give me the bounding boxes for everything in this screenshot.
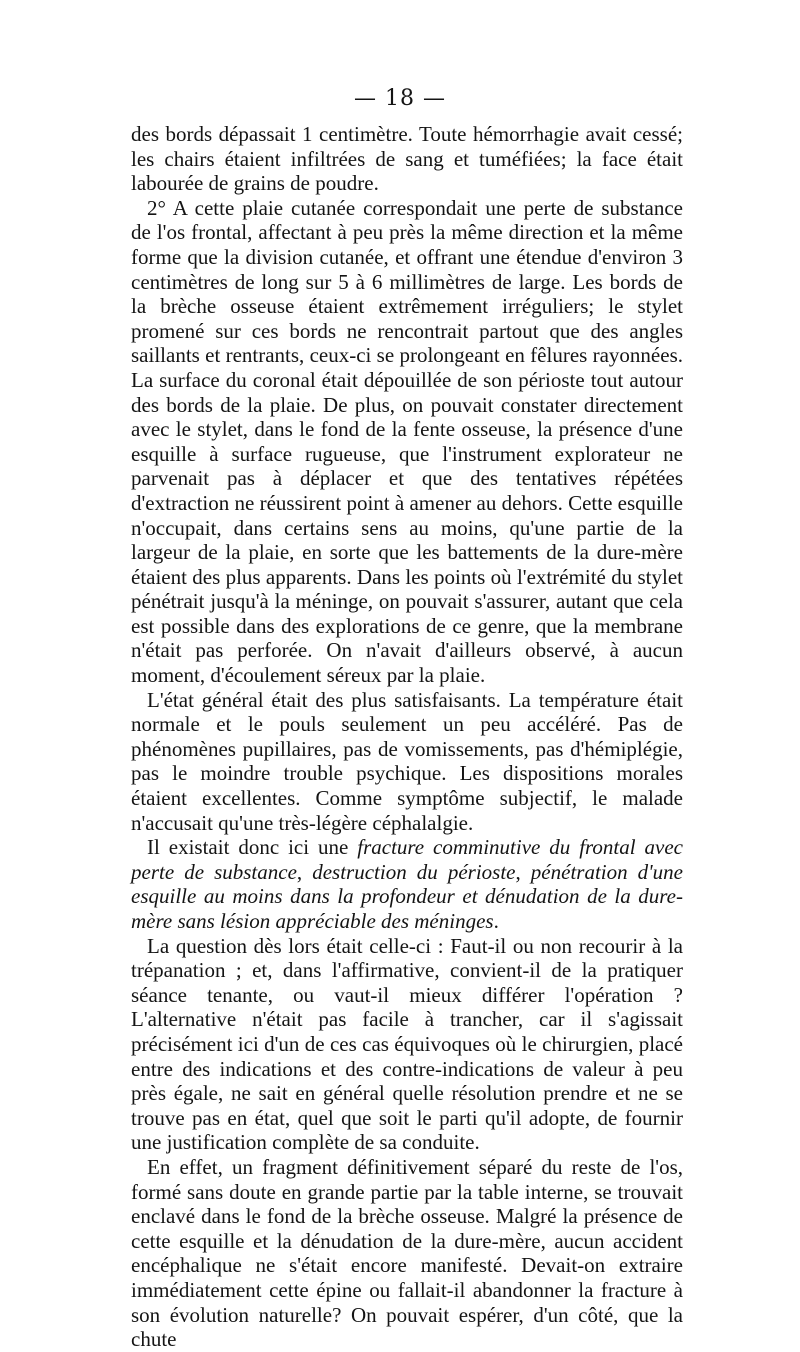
body-text: [131, 122, 683, 1352]
text-run: .: [493, 909, 499, 933]
text-run: L'état général était des plus satisfaisants. La température était normale et le pouls seulement un peu accéléré. Pas de phénomènes pupillaires, pas de vomissements, pas d'hémiplégie, pas le moindre trouble psychique. Les dispositions morales étaient excellentes. Comme symptôme subjectif, le malade n'accusait qu'une très-légère céphalalgie.: [131, 687, 683, 835]
page-number: — 18 —: [354, 86, 446, 111]
italic-text-run: destruction du périoste: [312, 859, 516, 884]
paragraph: [131, 688, 683, 836]
paragraph: [131, 1155, 683, 1352]
text-run: En effet, un fragment définitivement séparé du reste de l'os, formé sans doute en grande partie par la table interne, se trouvait enclavé dans le fond de la brèche osseuse. Malgré la présence de cette esquille et la dénudation de la dure-mère, aucun accident encéphalique ne s'était encore manifesté. Devait-on extraire immédiatement cette épine ou fallait-il abandonner la fracture à son évolution naturelle? On pouvait espérer, d'un côté, que la chute: [131, 1154, 683, 1352]
text-run: des bords dépassait 1 centimètre. Toute hémorrhagie avait cessé; les chairs étaient infiltrées de sang et tuméfiées; la face était labourée de grains de poudre.: [131, 122, 683, 196]
text-run: 2° A cette plaie cutanée correspondait une perte de substance de l'os frontal, affectant à peu près la même direction et la même forme que la division cutanée, et offrant une étendue d'environ 3 centimètres de long sur 5 à 6 millimètres de large. Les bords de la brèche osseuse étaient extrêmement irréguliers; le stylet promené sur ces bords ne rencontrait partout que des angles saillants et rentrants, ceux-ci se prolongeant en fêlures rayonnées. La surface du coronal était dépouillée de son périoste tout autour des bords de la plaie. De plus, on pouvait constater directement avec le stylet, dans le fond de la fente osseuse, la présence d'une esquille à surface rugueuse, que l'instrument explorateur ne parvenait pas à déplacer et que des tentatives répétées d'extraction ne réussirent point à amener au dehors. Cette esquille n'occupait, dans certains sens au moins, qu'une partie de la largeur de la plaie, en sorte que les battements de la dure-mère étaient des plus apparents. Dans les points où l'extrémité du stylet pénétrait jusqu'à la méninge, on pouvait s'assurer, autant que cela est possible dans des explorations de ce genre, que la membrane n'était pas perforée. On n'avait d'ailleurs observé, à aucun moment, d'écoulement séreux par la plaie.: [131, 195, 683, 688]
text-run: ,: [515, 859, 531, 884]
paragraph: [131, 122, 683, 196]
paragraph: [131, 196, 683, 688]
paragraph: [131, 835, 683, 933]
text-run: La question dès lors était celle-ci : Faut-il ou non recourir à la trépanation ; et, dans l'affirmative, convient-il de la pratiquer séance tenante, ou vaut-il mieux différer l'opération ? L'alternative n'était pas facile à trancher, car il s'agissait précisément ici d'un de ces cas équivoques où le chirurgien, placé entre des indications et des contre-indications de valeur à peu près égale, ne sait en général quelle résolution prendre et ne se trouve pas en état, quel que soit le parti qu'il adopte, de fournir une justification complète de sa conduite.: [131, 933, 683, 1155]
text-run: Il existait donc ici une: [147, 835, 358, 860]
paragraph: [131, 934, 683, 1155]
text-run: ,: [296, 859, 313, 884]
italic-text-run: fracture comminutive du frontal avec perte de substance: [131, 835, 683, 884]
italic-text-run: pénétration d'une esquille au moins dans la profondeur et dénudation de la dure-mère sans lésion appréciable des méninges: [131, 859, 683, 933]
